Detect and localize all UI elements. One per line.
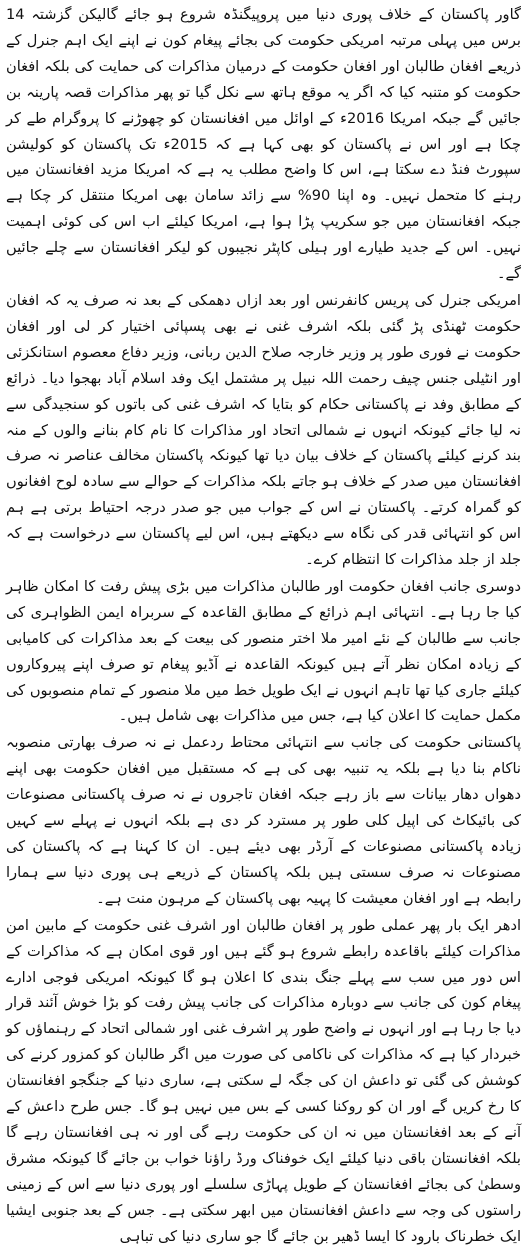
- article-paragraph-3: دوسری جانب افغان حکومت اور طالبان مذاکرات میں بڑی پیش رفت کا امکان ظاہر کیا جا رہا ہے۔ انتہائی اہم ذرائع کے مطابق القاعدہ کے سربراہ ایمن الظواہری کی جانب سے طالبان کے نئے امیر ملا اختر منصور کی بیعت کے بعد مذاکرات کی کامیابی کے زیادہ امکان نظر آتے ہیں کیونکہ القاعدہ نے آڈیو پیغام تو صرف اپنے پیروکاروں کیلئے جاری کیا تھا تاہم انہوں نے ایک طویل خط میں ملا منصور کے تمام منصوبوں کی مکمل حمایت کا اعلان کیا ہے، جس میں مذاکرات بھی شامل ہیں۔: [6, 577, 521, 725]
- article-paragraph-4: پاکستانی حکومت کی جانب سے انتہائی محتاط ردعمل نے نہ صرف بھارتی منصوبہ ناکام بنا دیا ہے بلکہ یہ تنبیہ بھی کی ہے کہ مستقبل میں افغان حکومت بھی اپنے دھواں دھار بیانات سے باز رہے جبکہ افغان تاجروں نے نہ صرف پاکستانی مصنوعات کی بائیکاٹ کی اپیل کلی طور پر مسترد کر دی ہے بلکہ انہوں نے پہلے سے کہیں زیادہ پاکستانی مصنوعات کے آرڈر بھی دیئے ہیں۔ ان کا کہنا ہے کہ پاکستان کی مصنوعات نہ صرف سستی ہیں بلکہ پاکستان کے ذریعے ہی پوری دنیا سے ہمارا رابطہ ہے اور افغان معیشت کا پہیہ بھی پاکستان کے مرہون منت ہے۔: [6, 734, 521, 907]
- article-paragraph-2: امریکی جنرل کی پریس کانفرنس اور بعد ازاں دھمکی کے بعد نہ صرف یہ کہ افغان حکومت ٹھنڈی پڑ گئی بلکہ اشرف غنی نے بھی پسپائی اختیار کر لی اور افغان حکومت نے فوری طور پر وزیر خارجہ صلاح الدین ربانی، وزیر دفاع معصوم استانکزئی اور انٹیلی جنس چیف رحمت اللہ نبیل پر مشتمل ایک وفد اسلام آباد بھجوا دیا۔ ذرائع کے مطابق وفد نے پاکستانی حکام کو بتایا کہ اشرف غنی کی باتوں کو سنجیدگی سے نہ لیا جائے کیونکہ انہوں نے شمالی اتحاد اور مذاکرات کا نام کام بنانے والوں کے منہ بند کرنے کیلئے پاکستان کے خلاف بیان دیا تھا کیونکہ پاکستان مخالف عناصر نہ صرف افغانستان میں صدر کے خلاف ہو جاتے بلکہ مذاکرات کے حوالے سے سادہ لوح افغانوں کو گمراہ کرتے۔ پاکستان نے اس کے جواب میں جو صدر درجہ احتیاط برتی ہے ہم اس کو انتہائی قدر کی نگاہ سے دیکھتے ہیں، اس لیے پاکستان سے درخواست ہے کہ جلد از جلد مذاکرات کا انتظام کرے۔: [6, 291, 521, 569]
- article-paragraph-1: گاور پاکستان کے خلاف پوری دنیا میں پروپیگنڈہ شروع ہو جائے گالیکن گزشتہ 14 برس میں پہلی مرتبہ امریکی حکومت کی بجائے پیغام کون نے اپنے ایک اہم جنرل کے ذریعے افغان طالبان اور افغان حکومت کے درمیان مذاکرات کی حمایت کی بلکہ افغان حکومت کو متنبہ کیا کہ اگر یہ موقع ہاتھ سے نکل گیا تو پھر مذاکرات قصہ پارینہ بن جائیں گے جبکہ امریکا 2016ء کے اوائل میں افغانستان کو چھوڑنے کا پروگرام طے کر چکا ہے اور اس نے پاکستان کو بھی کہا ہے کہ 2015ء تک پاکستان کو کولیشن سپورٹ فنڈ دے سکتا ہے، اس کا واضح مطلب یہ ہے کہ امریکا مزید افغانستان میں رہنے کا متحمل نہیں۔ وہ اپنا 90% سے زائد سامان بھی امریکا منتقل کر چکا ہے جبکہ افغانستان میں جو سکریپ پڑا ہوا ہے، امریکا کیلئے اب اس کی کوئی اہمیت نہیں۔ اس کے جدید طیارے اور ہیلی کاپٹر نجیبوں کو لیکر افغانستان سے چلے جائیں گے۔: [6, 6, 522, 283]
- article-paragraph-5: ادھر ایک بار پھر عملی طور پر افغان طالبان اور اشرف غنی حکومت کے مابین امن مذاکرات کیلئے باقاعدہ رابطے شروع ہو گئے ہیں اور قوی امکان ہے کہ مذاکرات کے اس دور میں سب سے پہلے جنگ بندی کا اعلان ہو گا کیونکہ امریکی فوجی ادارے پیغام کون کی جانب سے دوبارہ مذاکرات کی جانب پیش رفت کو بڑا خوش آئند قرار دیا جا رہا ہے اور انہوں نے واضح طور پر اشرف غنی اور شمالی اتحاد کے رہنماؤں کو خبردار کیا ہے کہ مذاکرات کی ناکامی کی صورت میں اگر طالبان کو کمزور کرنے کی کوشش کی گئی تو داعش ان کی جگہ لے سکتی ہے، ساری دنیا کے جنگجو افغانستان کا رخ کریں گے اور ان کو روکنا کسی کے بس میں نہیں ہو گا۔ جس طرح داعش کے آنے کے بعد افغانستان میں نہ ان کی حکومت رہے گی اور نہ ہی افغانستان رہے گا بلکہ افغانستان باقی دنیا کیلئے ایک خوفناک ورڈ راؤنا خواب بن جائے گا کیونکہ مشرق وسطیٰ کی بجائے افغانستان کے طویل پہاڑی سلسلے اور پوری دنیا سے اس کے زمینی راستوں کی وجہ سے داعش افغانستان میں ابھر سکتی ہے۔ جس کے بعد جنوبی ایشیا ایک خطرناک بارود کا ایسا ڈھیر بن جائے گا جو ساری دنیا کی تباہی: [6, 916, 521, 1245]
